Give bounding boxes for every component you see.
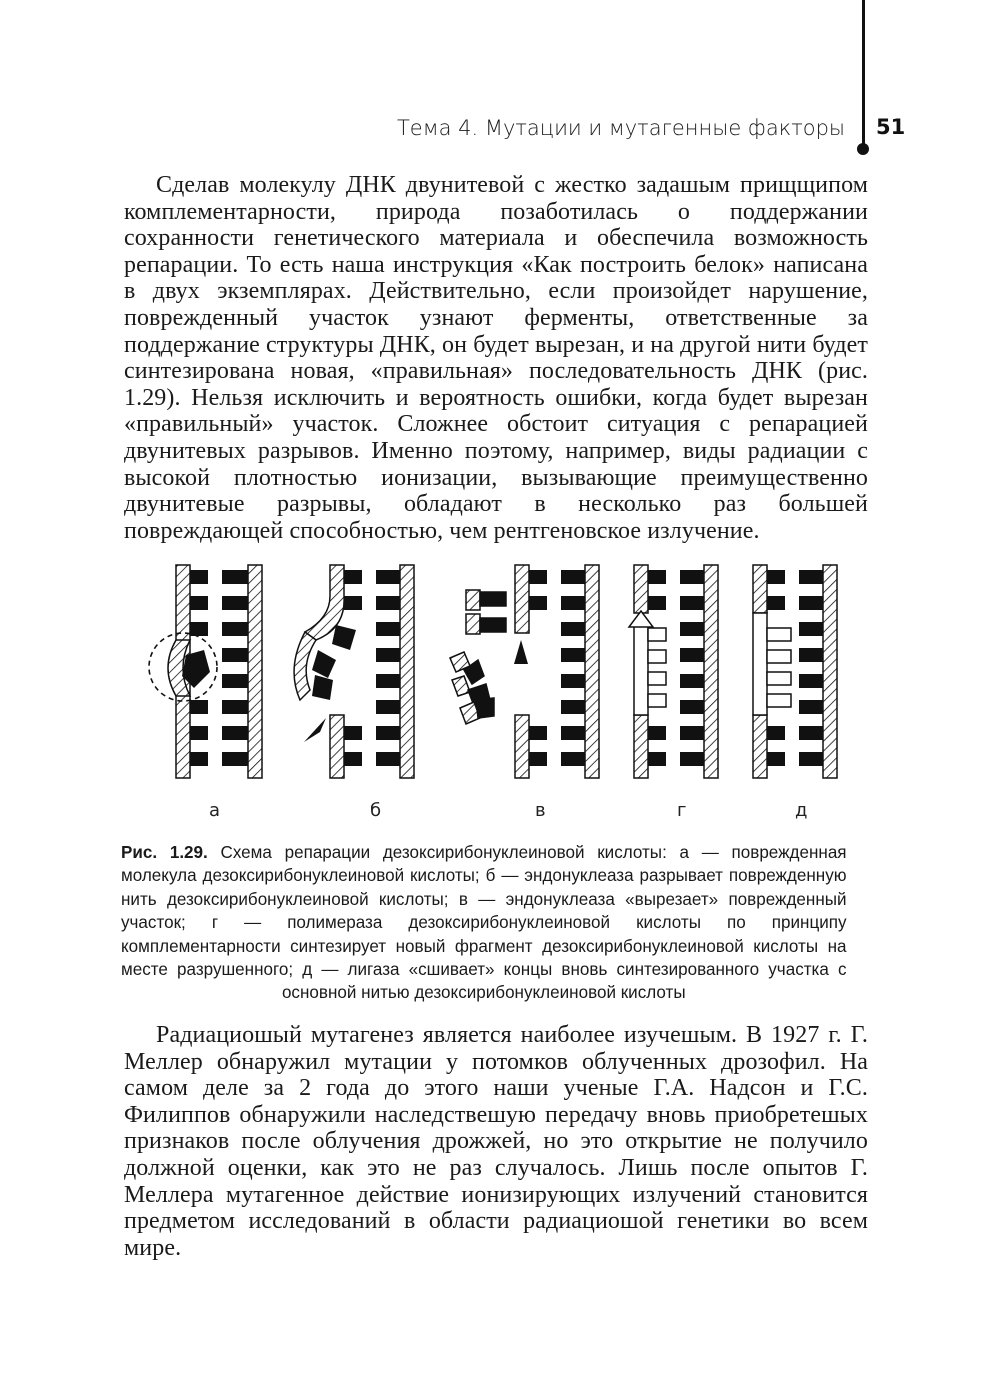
panel-label-g: г [677,800,687,821]
strand-left-upper [515,565,529,633]
panel-d-diagram [753,565,837,778]
strand-left-upper [753,565,767,613]
body-paragraph-1: Сделав молекулу ДНК двунитевой с жестко задашым прищщипом комплементарности, природа позаботилась о поддержании сохранности генетического материала и обеспечила возможность репарации. То есть наша инструкция «Как построить белок» написана в двух экземплярах. Действительно, если произойдет нарушение, поврежденный участок узнают ферменты, ответственные за поддержание структуры ДНК, он будет вырезан, и на другой нити будет синтезирована новая, «правильная» последовательность ДНК (рис. 1.29). Нельзя исключить и вероятность ошибки, когда будет вырезан «правильный» участок. Сложнее обстоит ситуация с репарацией двунитевых разрывов. Именно поэтому, например, виды радиации с высокой плотностью ионизации, вызывающие преимущественно двунитевые разрывы, обладают в несколько раз большей повреждающей способностью, чем рентгеновское излучение. [124,172,868,544]
polymerase-arrow-icon [629,611,653,627]
base-pairs-right [222,570,248,766]
strand-left-lower [515,715,529,778]
base-pairs-left [529,570,547,766]
strand-new [634,625,648,715]
panel-g-diagram [629,565,718,778]
strand-right [704,565,718,778]
panel-c-diagram [450,565,599,778]
excised-fragment [450,590,506,724]
page-edge-rule [862,0,865,148]
dna-repair-figure [0,555,1000,835]
base-pairs-right [561,570,585,766]
page-number: 51 [876,115,906,139]
figure-caption-text: Схема репарации дезоксирибонуклеиновой кислоты: а — поврежденная молекула дезоксирибонуклеиновой кислоты; б — эндонуклеаза разрывает поврежденную нить дезоксирибонуклеиновой кислоты; в — эндонуклеаза «вырезает» поврежденный участок; г — полимераза дезоксирибонуклеиновой кислоты по принципу комплементарности синтезирует новый фрагмент дезоксирибонуклеиновой кислоты на месте разрушенного; д — лигаза «сшивает» концы вновь синтезированного участка с основной нитью дезоксирибонуклеиновой кислоты [121,842,847,1003]
strand-left-lower [330,715,344,778]
endonuclease-icon [514,640,528,664]
new-base-pairs [648,628,666,707]
body-paragraph-2: Радиациошый мутагенез является наиболее изучешым. В 1927 г. Г. Меллер обнаружил мутации у потомков облученных дрозофил. На самом деле за 2 года до этого наши ученые Г.А. Надсон и Г.С. Филиппов обнаружили наследствешую передачу вновь приобретешых признаков после облучения дрожжей, но это открытие не получило должной оценки, как это не раз случалось. Лишь после опытов Г. Меллера мутагенное действие ионизирующих излучений становится предметом исследований в области радиациошой генетики во всем мире. [124,1022,868,1261]
panel-label-d: д [795,800,808,821]
strand-right [400,565,414,778]
base-pairs-right [799,570,823,766]
panel-a-diagram [149,565,262,778]
figure-caption [121,841,847,1005]
strand-left-lower [753,715,767,778]
strand-left-upper [634,565,648,613]
base-pairs-left [767,570,785,766]
page-edge-rule-dot [857,143,869,155]
running-header-title: Тема 4. Мутации и мутагенные факторы [396,116,845,140]
strand-right [248,565,262,778]
panel-label-a: а [209,800,221,821]
strand-new [753,613,767,715]
base-pairs-left [648,570,666,766]
base-pairs-right [680,570,704,766]
strand-left-cut-mid [294,632,316,700]
panel-label-v: в [535,800,546,821]
figure-caption-label: Рис. 1.29. [121,842,208,862]
base-pairs-right [376,570,400,766]
strand-right [823,565,837,778]
strand-right [585,565,599,778]
new-base-pairs [767,628,791,707]
endonuclease-icon [304,718,326,742]
panel-label-b: б [370,800,382,821]
panel-b-diagram [294,565,414,778]
strand-left-lower [634,715,648,778]
